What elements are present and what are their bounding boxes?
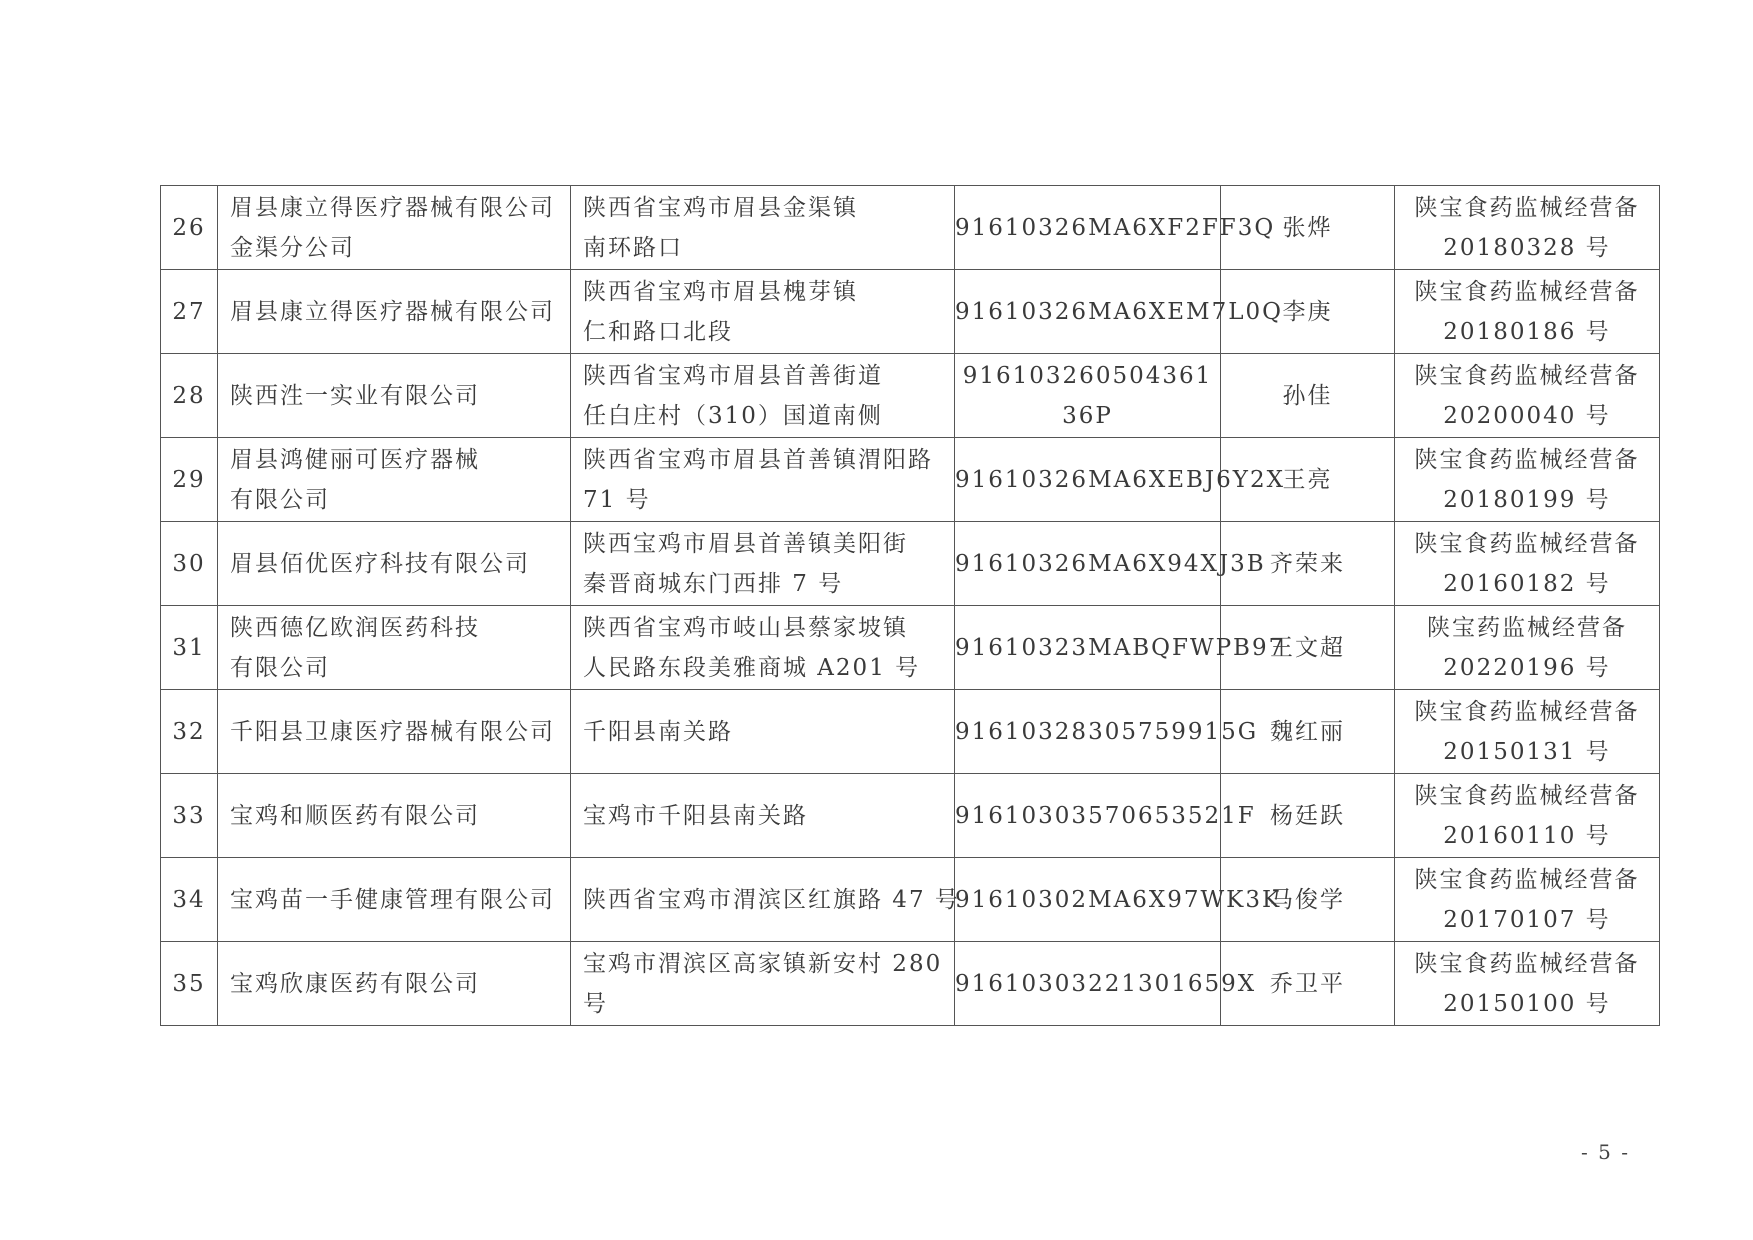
company-name-line: 眉县鸿健丽可医疗器械: [230, 446, 480, 473]
company-name-cell: [218, 858, 571, 942]
address-cell: [571, 270, 955, 354]
company-name-cell: [218, 522, 571, 606]
address-line: 南环路口: [583, 234, 683, 261]
registry-table-body: [161, 186, 1660, 1026]
responsible-person-cell: 张烨: [1221, 186, 1395, 270]
record-number-line: 20180199 号: [1443, 486, 1611, 513]
record-number-line: 陕宝食药监械经营备: [1414, 950, 1640, 977]
credit-code-cell: 91610302MA6X97WK3K: [955, 858, 1221, 942]
credit-code-cell: 91610326MA6XEBJ6Y2X: [955, 438, 1221, 522]
address-cell: [571, 690, 955, 774]
address-cell: [571, 774, 955, 858]
company-name-line: 眉县康立得医疗器械有限公司: [230, 298, 555, 325]
address-cell: [571, 438, 955, 522]
address-line: 秦晋商城东门西排 7 号: [583, 570, 844, 597]
table-row: [161, 942, 1660, 1026]
record-number-line: 20180186 号: [1443, 318, 1611, 345]
row-number-cell: 26: [161, 186, 218, 270]
responsible-person-cell: 李庚: [1221, 270, 1395, 354]
company-name-line: 宝鸡欣康医药有限公司: [230, 970, 480, 997]
address-cell: [571, 186, 955, 270]
row-number-cell: 28: [161, 354, 218, 438]
company-name-line: 陕西德亿欧润医药科技: [230, 614, 480, 641]
row-number-cell: 34: [161, 858, 218, 942]
record-number-cell: [1395, 606, 1660, 690]
address-line: 仁和路口北段: [583, 318, 733, 345]
responsible-person-cell: 杨廷跃: [1221, 774, 1395, 858]
record-number-line: 陕宝食药监械经营备: [1414, 362, 1640, 389]
credit-code-cell: 91610326MA6XEM7L0Q: [955, 270, 1221, 354]
record-number-line: 陕宝食药监械经营备: [1414, 698, 1640, 725]
table-row: [161, 774, 1660, 858]
address-cell: [571, 942, 955, 1026]
record-number-cell: [1395, 270, 1660, 354]
company-name-cell: [218, 438, 571, 522]
address-line: 陕西宝鸡市眉县首善镇美阳街: [583, 530, 908, 557]
address-cell: [571, 858, 960, 942]
address-line: 陕西省宝鸡市眉县首善镇渭阳路: [583, 446, 933, 473]
address-cell: [571, 606, 955, 690]
company-name-line: 宝鸡和顺医药有限公司: [230, 802, 480, 829]
record-number-line: 陕宝食药监械经营备: [1414, 278, 1640, 305]
company-name-line: 有限公司: [230, 654, 330, 681]
company-name-cell: [218, 606, 571, 690]
company-name-line: 陕西泩一实业有限公司: [230, 382, 480, 409]
row-number-cell: 35: [161, 942, 218, 1026]
address-line: 千阳县南关路: [583, 718, 733, 745]
address-line: 人民路东段美雅商城 A201 号: [583, 654, 921, 681]
address-line: 号: [583, 990, 608, 1017]
record-number-line: 陕宝食药监械经营备: [1414, 530, 1640, 557]
address-line: 宝鸡市千阳县南关路: [583, 802, 808, 829]
responsible-person-cell: 王文超: [1221, 606, 1395, 690]
company-name-cell: [218, 186, 571, 270]
company-name-line: 眉县佰优医疗科技有限公司: [230, 550, 530, 577]
responsible-person-cell: 魏红丽: [1221, 690, 1395, 774]
address-line: 陕西省宝鸡市眉县槐芽镇: [583, 278, 858, 305]
address-line: 陕西省宝鸡市岐山县蔡家坡镇: [583, 614, 908, 641]
company-name-cell: [218, 942, 571, 1026]
table-row: [161, 858, 1660, 942]
record-number-line: 20150100 号: [1443, 990, 1611, 1017]
record-number-line: 20170107 号: [1443, 906, 1611, 933]
address-line: 71 号: [583, 486, 651, 513]
record-number-cell: [1395, 186, 1660, 270]
table-row: [161, 270, 1660, 354]
company-name-line: 金渠分公司: [230, 234, 355, 261]
company-name-cell: [218, 354, 571, 438]
address-line: 陕西省宝鸡市眉县首善街道: [583, 362, 883, 389]
row-number-cell: 27: [161, 270, 218, 354]
page-number: - 5 -: [1581, 1140, 1630, 1164]
record-number-line: 20150131 号: [1443, 738, 1611, 765]
table-row: [161, 186, 1660, 270]
credit-code-cell: 91610323MABQFWPB97: [955, 606, 1221, 690]
registry-table: [160, 185, 1660, 1026]
row-number-cell: 31: [161, 606, 218, 690]
company-name-cell: [218, 690, 571, 774]
company-name-line: 宝鸡苗一手健康管理有限公司: [230, 886, 555, 913]
record-number-cell: [1395, 522, 1660, 606]
record-number-line: 20200040 号: [1443, 402, 1611, 429]
responsible-person-cell: 齐荣来: [1221, 522, 1395, 606]
row-number-cell: 30: [161, 522, 218, 606]
company-name-cell: [218, 270, 571, 354]
table-row: [161, 690, 1660, 774]
table-row: [161, 522, 1660, 606]
company-name-cell: [218, 774, 571, 858]
credit-code-cell: 91610328305759915G: [955, 690, 1221, 774]
responsible-person-cell: 王亮: [1221, 438, 1395, 522]
table-row: [161, 606, 1660, 690]
address-line: 任白庄村（310）国道南侧: [583, 402, 883, 429]
record-number-cell: [1395, 354, 1660, 438]
record-number-cell: [1395, 942, 1660, 1026]
record-number-line: 陕宝药监械经营备: [1427, 614, 1627, 641]
row-number-cell: 29: [161, 438, 218, 522]
record-number-line: 20180328 号: [1443, 234, 1611, 261]
address-line: 陕西省宝鸡市眉县金渠镇: [583, 194, 858, 221]
company-name-line: 千阳县卫康医疗器械有限公司: [230, 718, 555, 745]
credit-code-cell: 916103260504361​36P: [955, 354, 1221, 438]
record-number-line: 20220196 号: [1443, 654, 1611, 681]
address-line: 宝鸡市渭滨区高家镇新安村 280: [583, 950, 943, 977]
record-number-line: 20160182 号: [1443, 570, 1611, 597]
company-name-line: 有限公司: [230, 486, 330, 513]
row-number-cell: 33: [161, 774, 218, 858]
credit-code-cell: 91610303221301659X: [955, 942, 1221, 1026]
credit-code-cell: 91610303570653521F: [955, 774, 1221, 858]
company-name-line: 眉县康立得医疗器械有限公司: [230, 194, 555, 221]
responsible-person-cell: 乔卫平: [1221, 942, 1395, 1026]
address-line: 陕西省宝鸡市渭滨区红旗路 47 号: [583, 886, 960, 913]
record-number-line: 陕宝食药监械经营备: [1414, 782, 1640, 809]
address-cell: [571, 354, 955, 438]
table-row: [161, 438, 1660, 522]
record-number-line: 20160110 号: [1443, 822, 1611, 849]
record-number-cell: [1395, 438, 1660, 522]
record-number-line: 陕宝食药监械经营备: [1414, 866, 1640, 893]
table-row: [161, 354, 1660, 438]
record-number-line: 陕宝食药监械经营备: [1414, 194, 1640, 221]
credit-code-cell: 91610326MA6XF2FF3Q: [955, 186, 1221, 270]
responsible-person-cell: 孙佳: [1221, 354, 1395, 438]
record-number-cell: [1395, 858, 1660, 942]
record-number-cell: [1395, 774, 1660, 858]
row-number-cell: 32: [161, 690, 218, 774]
record-number-line: 陕宝食药监械经营备: [1414, 446, 1640, 473]
responsible-person-cell: 马俊学: [1221, 858, 1395, 942]
address-cell: [571, 522, 955, 606]
record-number-cell: [1395, 690, 1660, 774]
credit-code-cell: 91610326MA6X94XJ3B: [955, 522, 1221, 606]
